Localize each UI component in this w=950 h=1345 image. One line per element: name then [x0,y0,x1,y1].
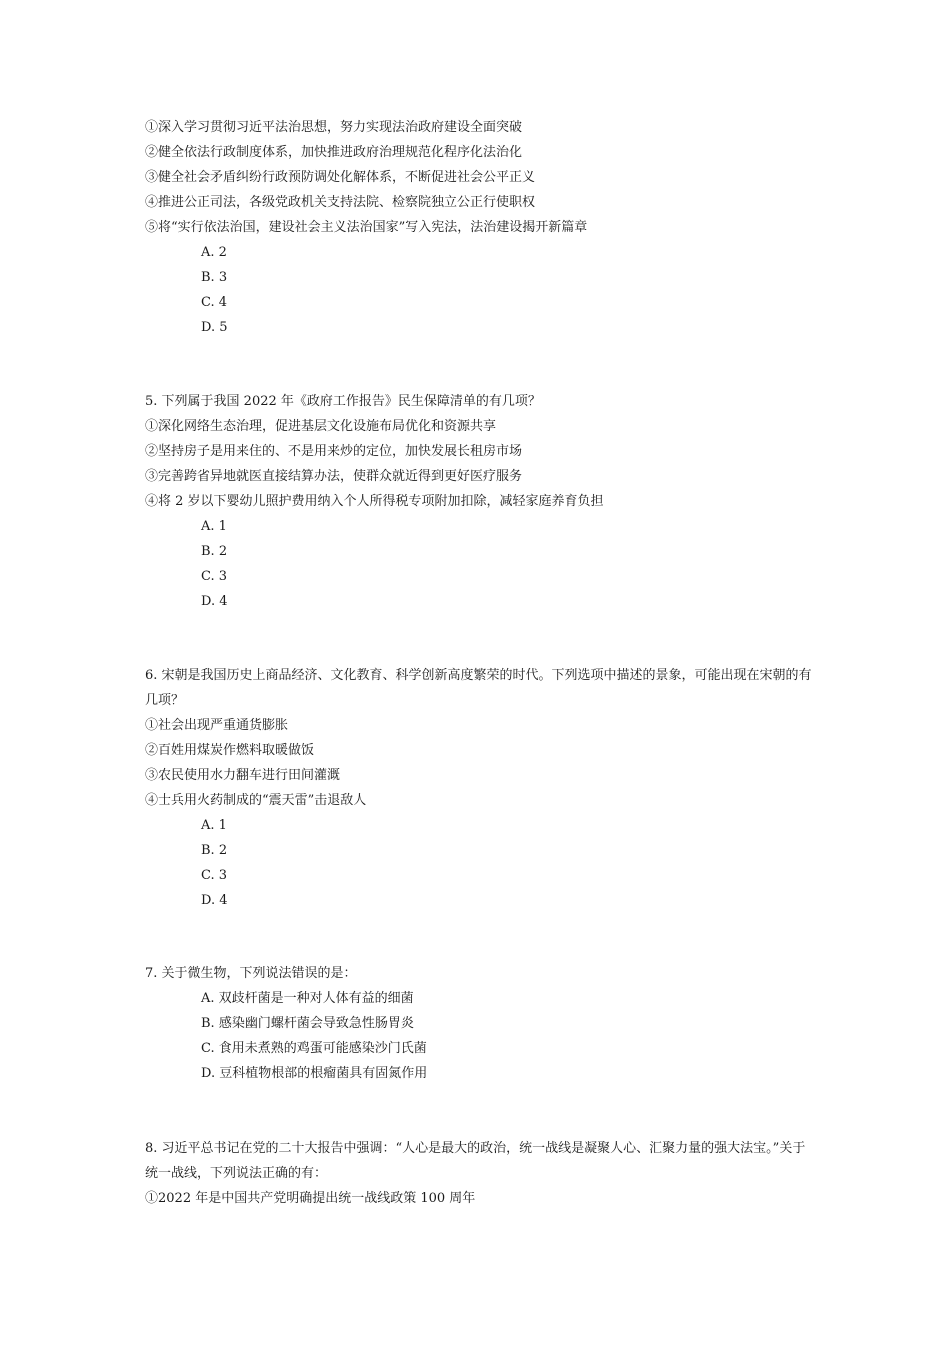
q5-statement-4: ④将 2 岁以下婴幼儿照护费用纳入个人所得税专项附加扣除，减轻家庭养育负担 [145,494,604,509]
question-8-block [145,1136,813,1211]
question-4-block [145,115,825,340]
q6-statement-1: ①社会出现严重通货膨胀 [145,718,289,733]
q5-statement-3: ③完善跨省异地就医直接结算办法，使群众就近得到更好医疗服务 [145,469,523,484]
q6-statement-4: ④士兵用火药制成的“震天雷”击退敌人 [145,793,367,808]
q6-option-d: D. 4 [201,893,228,908]
q4-option-b: B. 3 [201,270,228,285]
q6-option-c: C. 3 [201,868,228,883]
question-5-block [145,389,825,614]
q7-option-d: D. 豆科植物根部的根瘤菌具有固氮作用 [201,1066,428,1081]
q7-question-stem: 7. 关于微生物，下列说法错误的是： [145,966,357,981]
q4-option-d: D. 5 [201,320,228,335]
q6-option-b: B. 2 [201,843,228,858]
q5-statement-2: ②坚持房子是用来住的、不是用来炒的定位，加快发展长租房市场 [145,444,523,459]
q6-statement-2: ②百姓用煤炭作燃料取暖做饭 [145,743,315,758]
q6-question-stem: 6. 宋朝是我国历史上商品经济、文化教育、科学创新高度繁荣的时代。下列选项中描述的景象，可能出现在宋朝的有几项？ [145,668,812,708]
q5-option-d: D. 4 [201,594,228,609]
q5-option-a: A. 1 [201,519,227,534]
q5-option-b: B. 2 [201,544,228,559]
question-7-block [145,961,825,1086]
q4-statement-2: ②健全依法行政制度体系，加快推进政府治理规范化程序化法治化 [145,145,523,160]
q7-option-a: A. 双歧杆菌是一种对人体有益的细菌 [201,991,414,1006]
q5-option-c: C. 3 [201,569,228,584]
q4-statement-1: ①深入学习贯彻习近平法治思想，努力实现法治政府建设全面突破 [145,120,523,135]
q7-option-b: B. 感染幽门螺杆菌会导致急性肠胃炎 [201,1016,414,1031]
q7-option-c: C. 食用未煮熟的鸡蛋可能感染沙门氏菌 [201,1041,427,1056]
q4-statement-5: ⑤将“实行依法治国，建设社会主义法治国家”写入宪法，法治建设揭开新篇章 [145,220,588,235]
q4-option-a: A. 2 [201,245,227,260]
q4-option-c: C. 4 [201,295,228,310]
q8-question-stem: 8. 习近平总书记在党的二十大报告中强调：“人心是最大的政治，统一战线是凝聚人心、汇聚力量的强大法宝。”关于统一战线，下列说法正确的有： [145,1141,806,1181]
q8-statement-1: ①2022 年是中国共产党明确提出统一战线政策 100 周年 [145,1191,476,1206]
question-6-block [145,663,813,913]
q6-statement-3: ③农民使用水力翻车进行田间灌溉 [145,768,341,783]
q4-statement-4: ④推进公正司法，各级党政机关支持法院、检察院独立公正行使职权 [145,195,536,210]
q4-statement-3: ③健全社会矛盾纠纷行政预防调处化解体系，不断促进社会公平正义 [145,170,536,185]
q6-option-a: A. 1 [201,818,227,833]
q5-statement-1: ①深化网络生态治理，促进基层文化设施布局优化和资源共享 [145,419,497,434]
q5-question-stem: 5. 下列属于我国 2022 年《政府工作报告》民生保障清单的有几项？ [145,394,541,409]
